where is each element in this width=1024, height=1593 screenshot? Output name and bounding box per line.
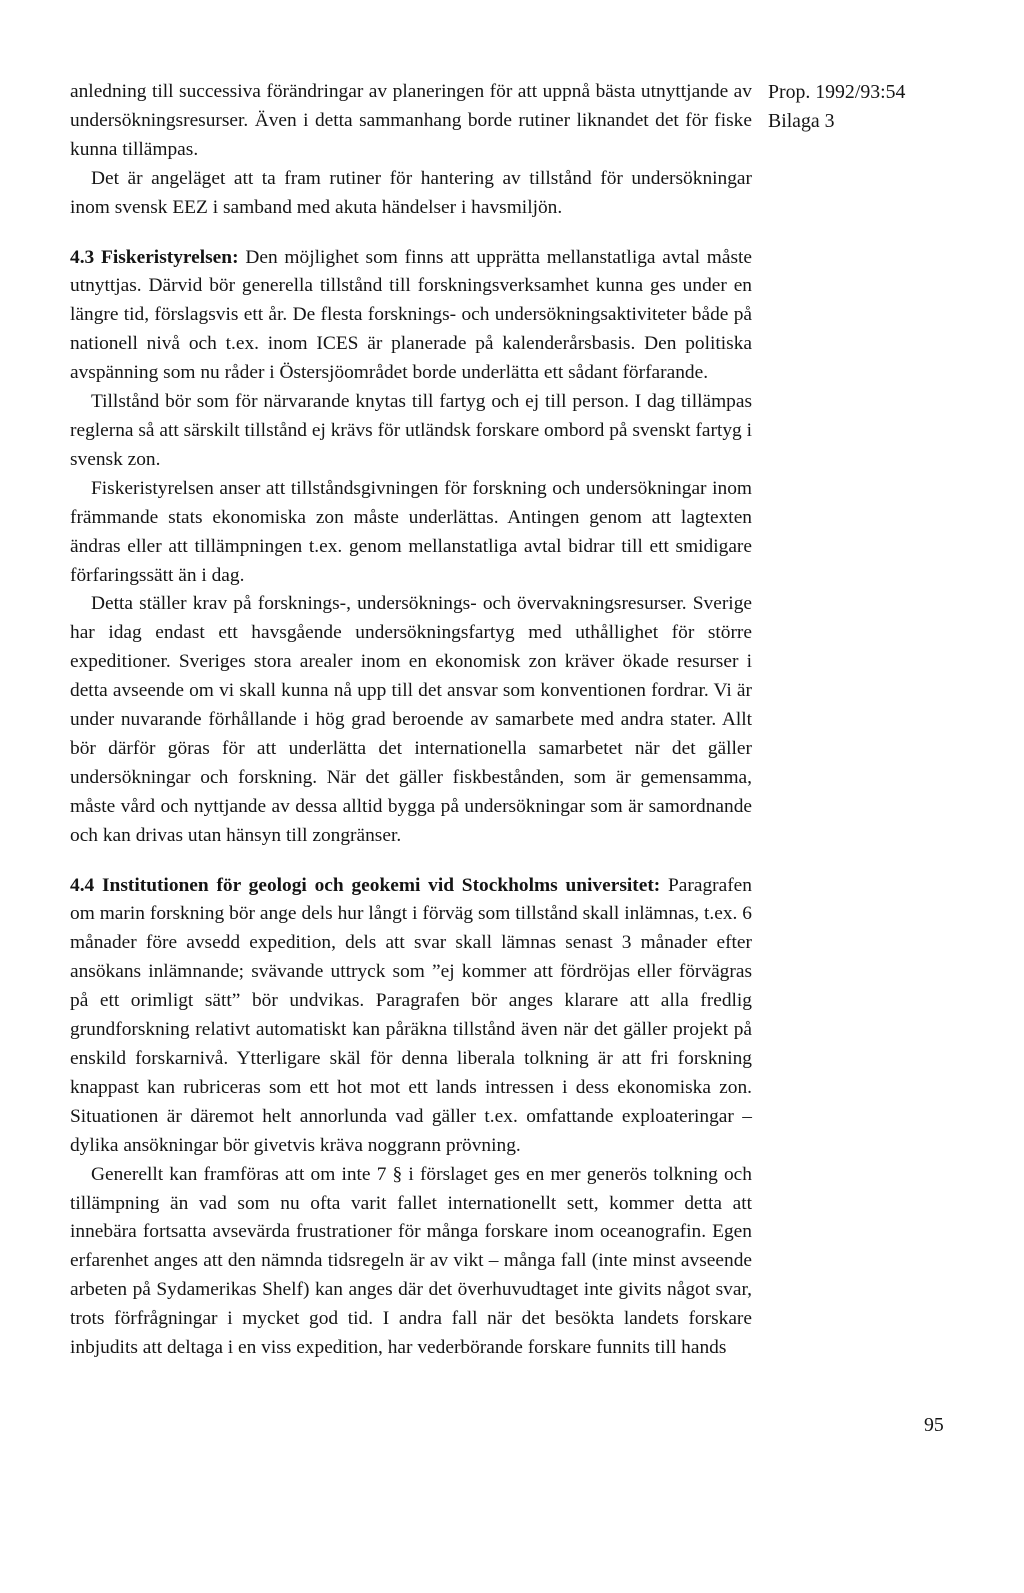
paragraph: Fiskeristyrelsen anser att tillståndsgivningen för forskning och undersökningar inom främmande stats ekonomiska zon måste underlättas. Antingen genom att lagtexten ändras eller att tillämpningen t.ex. genom mellanstatliga avtal bidrar till ett smidigare förfaringssätt än i dag. xyxy=(70,477,752,586)
body-text xyxy=(70,78,752,1363)
section-heading: 4.3 Fiskeristyrelsen: xyxy=(70,246,239,268)
margin-reference xyxy=(768,78,905,136)
section-4-4 xyxy=(70,872,752,1161)
section-heading: 4.4 Institutionen för geologi och geokemi vid Stockholms universitet: xyxy=(70,874,661,896)
paragraph: anledning till successiva förändringar av planeringen för att uppnå bästa utnyttjande av undersökningsresurser. Även i detta sammanhang borde rutiner liknandet det för fiske kunna tillämpas. xyxy=(70,81,752,160)
paragraph: Detta ställer krav på forsknings-, undersöknings- och övervakningsresurser. Sverige har idag endast ett havsgående undersökningsfartyg med uthållighet för större expeditioner. Sveriges stora arealer inom en ekonomisk zon kräver ökade resurser i detta avseende om vi skall kunna nå upp till det ansvar som konventionen fordrar. Vi är under nuvarande förhållande i hög grad beroende av samarbete med andra stater. Allt bör därför göras för att underlätta det internationella samarbetet när det gäller undersökningar och forskning. När det gäller fiskbestånden, som är gemensamma, måste vård och nyttjande av dessa alltid bygga på undersökningar som är samordnande och kan drivas utan hänsyn till zongränser. xyxy=(70,593,752,846)
appendix-label: Bilaga 3 xyxy=(768,110,835,132)
paragraph: Generellt kan framföras att om inte 7 § i förslaget ges en mer generös tolkning och tillämpning än vad som nu ofta varit fallet internationellt sett, kommer detta att innebära fortsatta avsevärda frustrationer för många forskare inom oceanografin. Egen erfarenhet anges att den nämnda tidsregeln är av vikt – många fall (inte minst avseende arbeten på Sydamerikas Shelf) kan anges där det överhuvudtaget inte givits något svar, trots förfrågningar i mycket god tid. I andra fall när det besökta landets forskare inbjudits att deltaga i en viss expedition, har vederbörande forskare funnits till hands xyxy=(70,1163,752,1359)
paragraph: Det är angeläget att ta fram rutiner för hantering av tillstånd för undersökningar inom svensk EEZ i samband med akuta händelser i havsmiljön. xyxy=(70,167,752,218)
section-4-3 xyxy=(70,244,752,389)
paragraph: Tillstånd bör som för närvarande knytas till fartyg och ej till person. I dag tillämpas reglerna så att särskilt tillstånd ej krävs för utländsk forskare ombord på svenskt fartyg i svensk zon. xyxy=(70,391,752,470)
page-number: 95 xyxy=(924,1414,944,1436)
section-text: Den möjlighet som finns att upprätta mellanstatliga avtal måste utnyttjas. Därvid bör generella tillstånd till forskningsverksamhet kunna ges under en längre tid, förslagsvis ett år. De flesta forsknings- och undersökningsaktiviteter både på nationell nivå och t.ex. inom ICES är planerade på kalenderårsbasis. Den politiska avspänning som nu råder i Östersjöområdet borde underlätta ett sådant förfarande. xyxy=(70,246,752,384)
proposition-number: Prop. 1992/93:54 xyxy=(768,81,906,103)
section-text: Paragrafen om marin forskning bör ange dels hur långt i förväg som tillstånd skall inlämnas, t.ex. 6 månader före avsedd expedition, dels att svar skall lämnas senast 3 månader efter ansökans inlämnande; svävande uttryck som ”ej kommer att fördröjas eller förvägras på ett orimligt sätt” bör undvikas. Paragrafen bör anges klarare att alla fredlig grundforskning relativt automatiskt kan påräkna tillstånd även när det gäller projekt på enskild forskarnivå. Ytterligare skäl för denna liberala tolkning är att fri forskning knappast kan rubriceras som ett hot mot ett lands intressen i dess ekonomiska zon. Situationen är däremot helt annorlunda vad gäller t.ex. omfattande exploateringar – dylika ansökningar bör givetvis kräva noggrann prövning. xyxy=(70,874,752,1156)
